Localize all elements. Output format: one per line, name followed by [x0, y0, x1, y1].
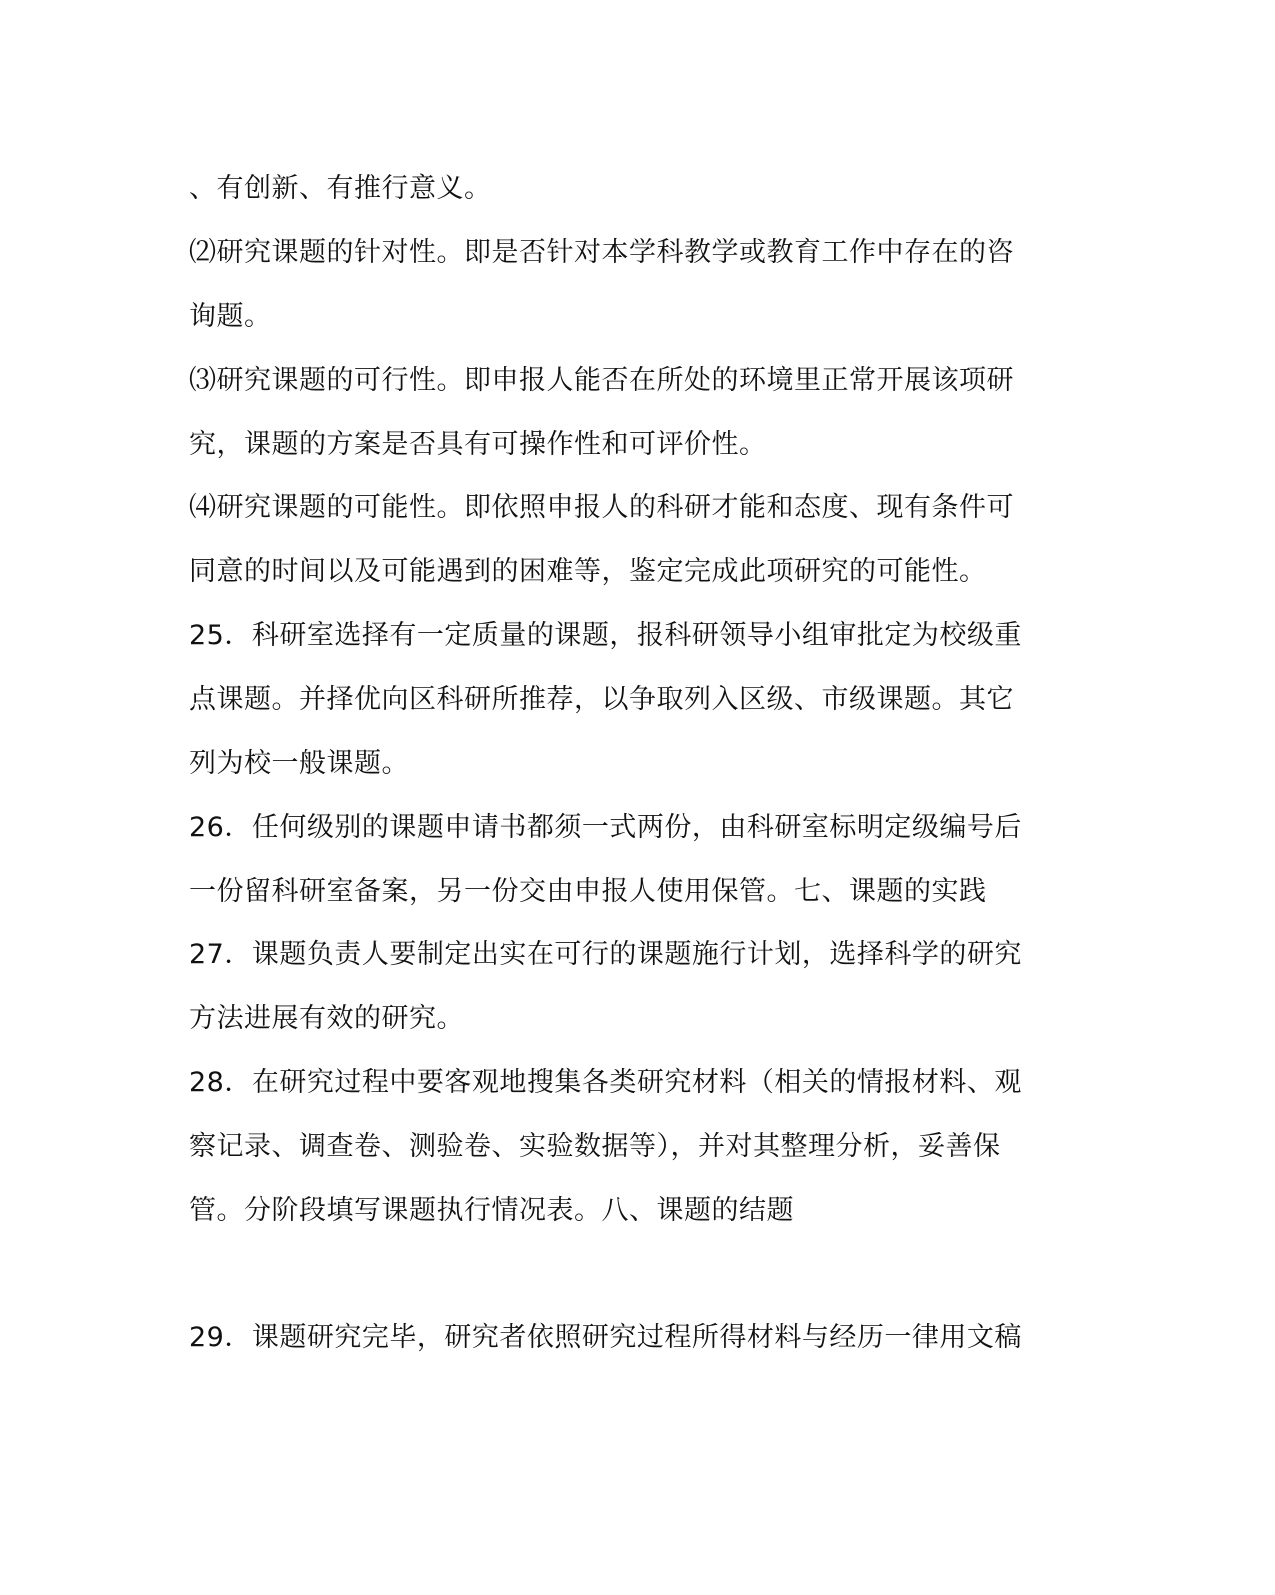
text-line: 管。分阶段填写课题执行情况表。八、课题的结题	[189, 1195, 794, 1226]
text-line: ⑶研究课题的可行性。即申报人能否在所处的环境里正常开展该项研	[189, 365, 1014, 396]
text-line: 点课题。并择优向区科研所推荐，以争取列入区级、市级课题。其它	[189, 684, 1014, 715]
text-line: 27．课题负责人要制定出实在可行的课题施行计划，选择科学的研究	[189, 939, 1022, 970]
text-line: 29．课题研究完毕，研究者依照研究过程所得材料与经历一律用文稿	[189, 1322, 1022, 1353]
text-line: 询题。	[189, 301, 272, 332]
text-line: 、有创新、有推行意义。	[189, 173, 492, 204]
text-line: 列为校一般课题。	[189, 748, 409, 779]
text-line: 察记录、调查卷、测验卷、实验数据等），并对其整理分析，妥善保	[189, 1131, 1001, 1162]
text-line: 25．科研室选择有一定质量的课题，报科研领导小组审批定为校级重	[189, 620, 1022, 651]
text-line: 26．任何级别的课题申请书都须一式两份，由科研室标明定级编号后	[189, 812, 1022, 843]
text-line: 28．在研究过程中要客观地搜集各类研究材料（相关的情报材料、观	[189, 1067, 1022, 1098]
text-line: ⑷研究课题的可能性。即依照申报人的科研才能和态度、现有条件可	[189, 492, 1014, 523]
text-line: 一份留科研室备案，另一份交由申报人使用保管。七、课题的实践	[189, 876, 987, 907]
text-line: 同意的时间以及可能遇到的困难等，鉴定完成此项研究的可能性。	[189, 556, 987, 587]
text-line: ⑵研究课题的针对性。即是否针对本学科教学或教育工作中存在的咨	[189, 237, 1014, 268]
text-line: 方法进展有效的研究。	[189, 1003, 464, 1034]
text-line: 究，课题的方案是否具有可操作性和可评价性。	[189, 429, 767, 460]
